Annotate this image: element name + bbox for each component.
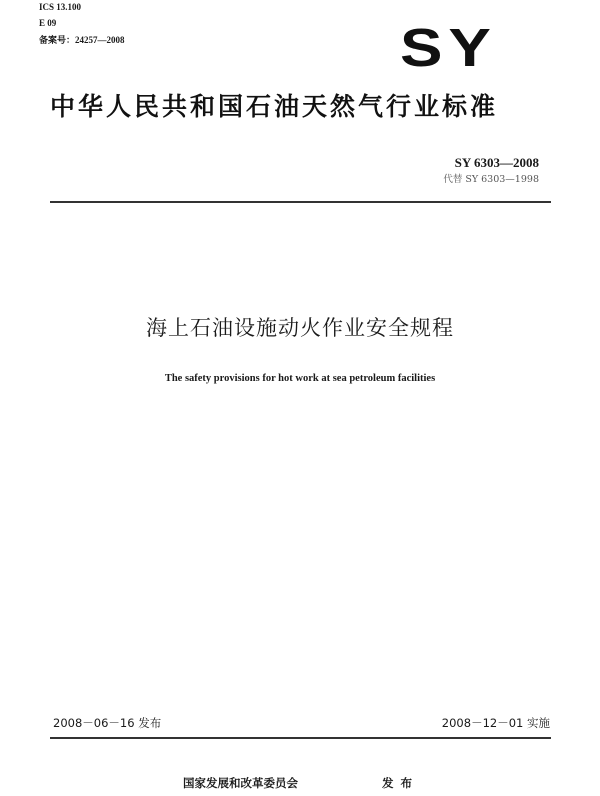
document-title-english: The safety provisions for hot work at sea petroleum facilities [164, 373, 436, 384]
sy-logo: SY [400, 18, 497, 78]
bottom-divider [50, 737, 551, 739]
top-divider [50, 201, 551, 203]
replaces-standard: 代替 SY 6303—1998 [443, 174, 539, 185]
publisher-name: 国家发展和改革委员会 [183, 776, 298, 790]
publish-label: 发布 [382, 776, 419, 790]
category-code: E 09 [39, 18, 57, 28]
effective-date: 2008－12－01 实施 [441, 716, 550, 730]
filing-number: 备案号：24257—2008 [39, 35, 125, 45]
standard-number: SY 6303—2008 [454, 155, 539, 170]
ics-code: ICS 13.100 [39, 2, 82, 12]
standard-category-heading: 中华人民共和国石油天然气行业标准 [50, 92, 499, 121]
issue-date: 2008－06－16 发布 [53, 716, 162, 730]
document-title-chinese: 海上石油设施动火作业安全规程 [146, 316, 454, 340]
